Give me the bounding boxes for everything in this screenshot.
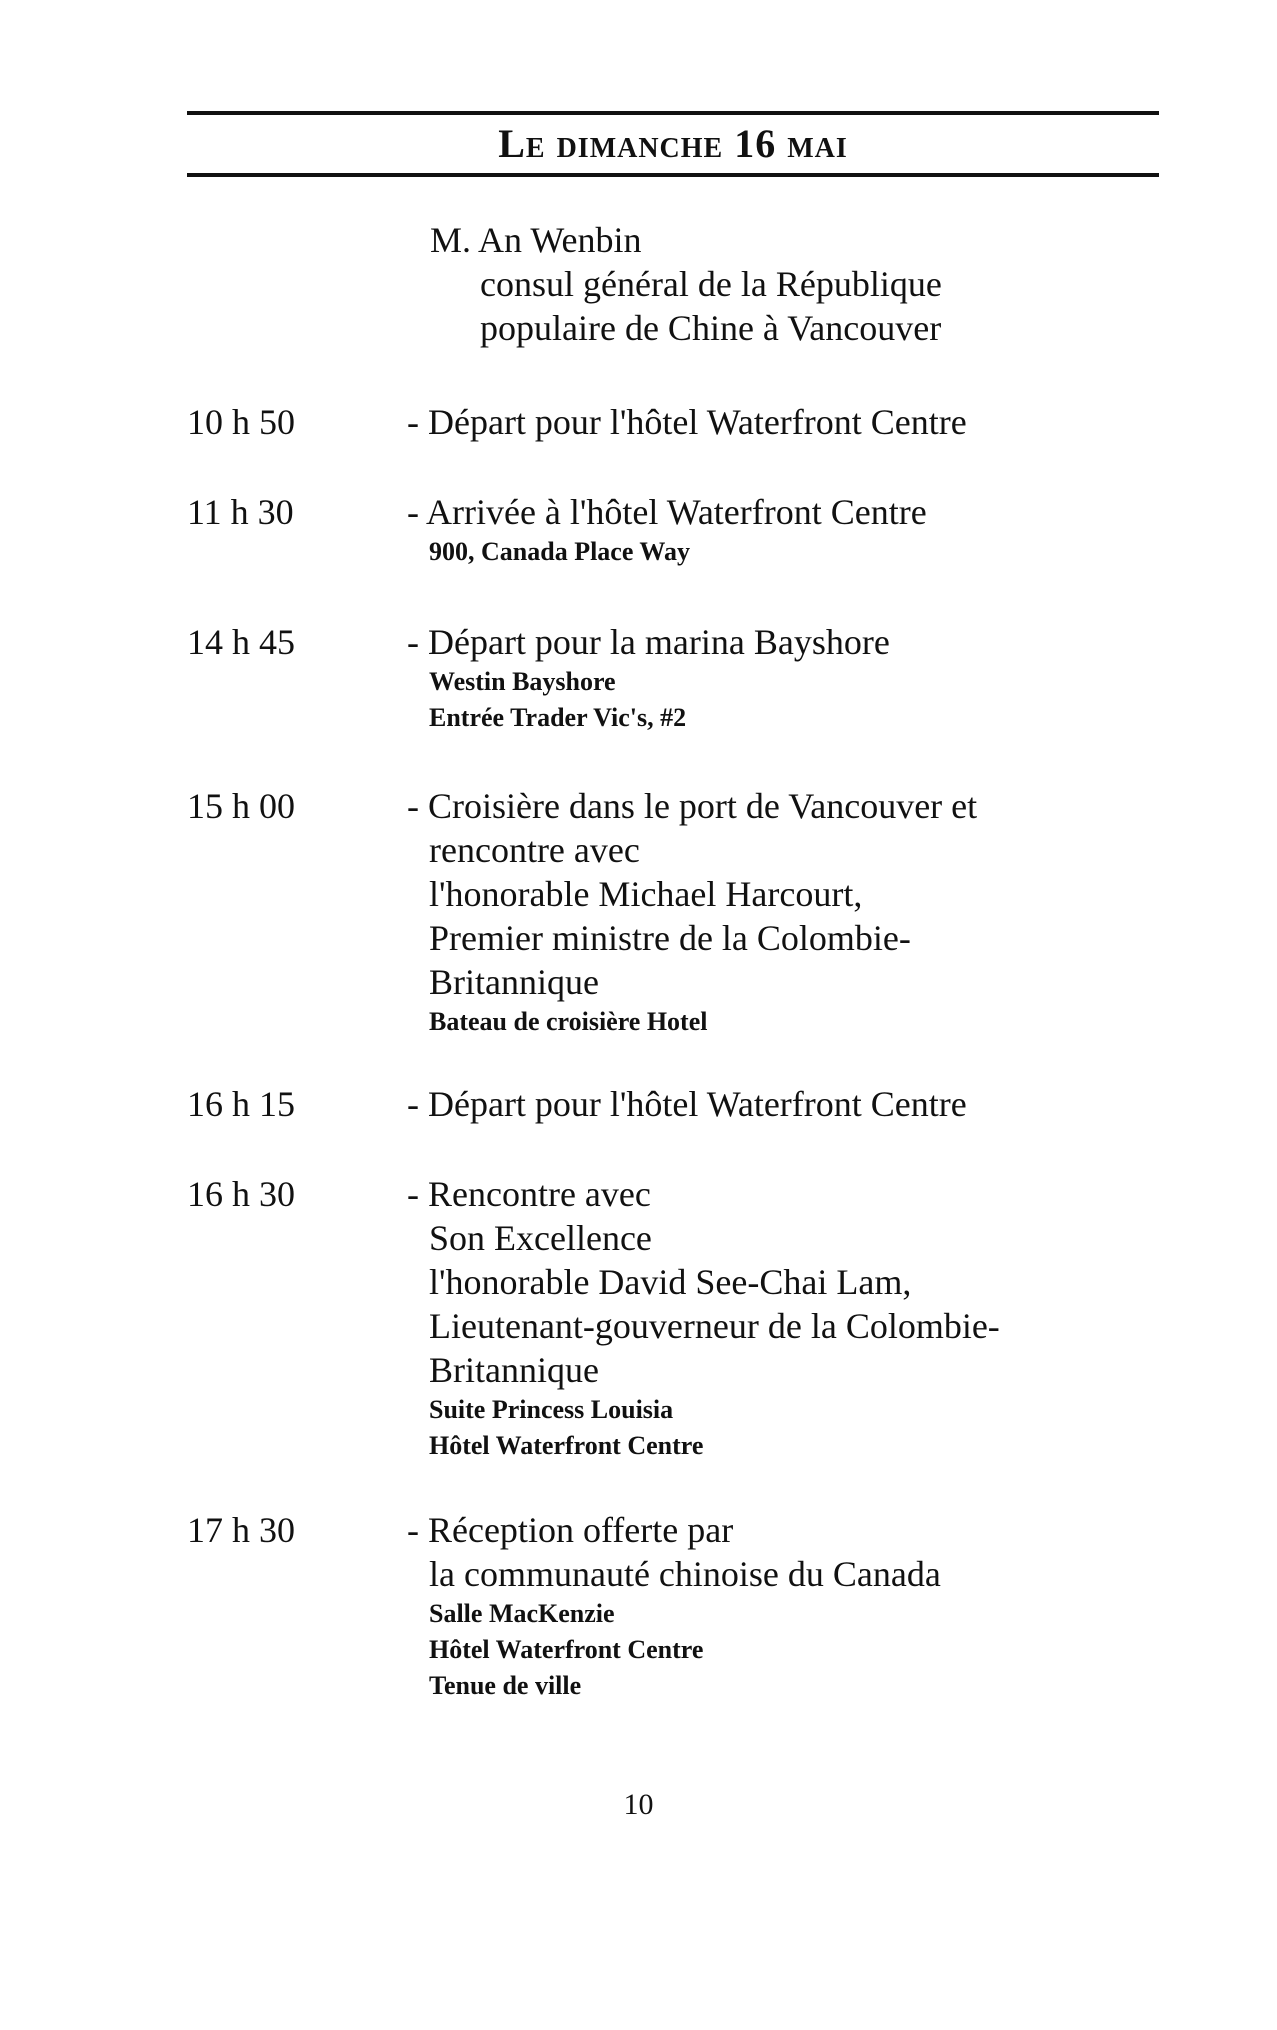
intro-line: consul général de la République — [480, 264, 942, 304]
header-top-rule — [187, 111, 1159, 115]
entry-time: 17 h 30 — [187, 1510, 295, 1550]
entry-location: Entrée Trader Vic's, #2 — [429, 703, 687, 732]
entry-time: 16 h 15 — [187, 1084, 295, 1124]
entry-location: Hôtel Waterfront Centre — [429, 1635, 704, 1664]
intro-name: M. An Wenbin — [430, 220, 642, 260]
entry-time: 15 h 00 — [187, 786, 295, 826]
entry-line: la communauté chinoise du Canada — [429, 1554, 941, 1594]
entry-time: 11 h 30 — [187, 492, 294, 532]
entry-time: 14 h 45 — [187, 622, 295, 662]
header-bottom-rule — [187, 173, 1159, 177]
entry-line: Lieutenant-gouverneur de la Colombie- — [429, 1306, 1000, 1346]
entry-line: Britannique — [429, 1350, 599, 1390]
entry-line: - Rencontre avec — [407, 1174, 651, 1214]
entry-body — [407, 620, 1147, 736]
entry-line: - Départ pour la marina Bayshore — [407, 622, 890, 662]
entry-location: Bateau de croisière Hotel — [429, 1007, 708, 1036]
entry-line: l'honorable David See-Chai Lam, — [429, 1262, 912, 1302]
entry-location: Westin Bayshore — [429, 667, 616, 696]
entry-line: Son Excellence — [429, 1218, 652, 1258]
entry-location: Hôtel Waterfront Centre — [429, 1431, 704, 1460]
entry-location: Tenue de ville — [429, 1671, 582, 1700]
entry-body — [407, 1172, 1147, 1464]
intro-block — [430, 218, 942, 350]
entry-location: Salle MacKenzie — [429, 1599, 615, 1628]
intro-line: populaire de Chine à Vancouver — [480, 308, 942, 348]
entry-line: rencontre avec — [429, 830, 640, 870]
entry-location: Suite Princess Louisia — [429, 1395, 674, 1424]
entry-line: - Arrivée à l'hôtel Waterfront Centre — [407, 492, 927, 532]
entry-line: Premier ministre de la Colombie- — [429, 918, 911, 958]
entry-body — [407, 784, 1147, 1040]
entry-body — [407, 1082, 1147, 1126]
entry-line: Britannique — [429, 962, 599, 1002]
entry-location: 900, Canada Place Way — [429, 537, 690, 566]
page-title: Le dimanche 16 mai — [498, 121, 848, 166]
page-number: 10 — [623, 1788, 654, 1821]
entry-line: - Départ pour l'hôtel Waterfront Centre — [407, 402, 967, 442]
entry-body — [407, 490, 1147, 570]
entry-body — [407, 1508, 1147, 1704]
entry-body — [407, 400, 1147, 444]
entry-line: l'honorable Michael Harcourt, — [429, 874, 863, 914]
entry-line: - Croisière dans le port de Vancouver et — [407, 786, 978, 826]
entry-line: - Départ pour l'hôtel Waterfront Centre — [407, 1084, 967, 1124]
entry-line: - Réception offerte par — [407, 1510, 734, 1550]
entry-time: 16 h 30 — [187, 1174, 295, 1214]
entry-time: 10 h 50 — [187, 402, 295, 442]
